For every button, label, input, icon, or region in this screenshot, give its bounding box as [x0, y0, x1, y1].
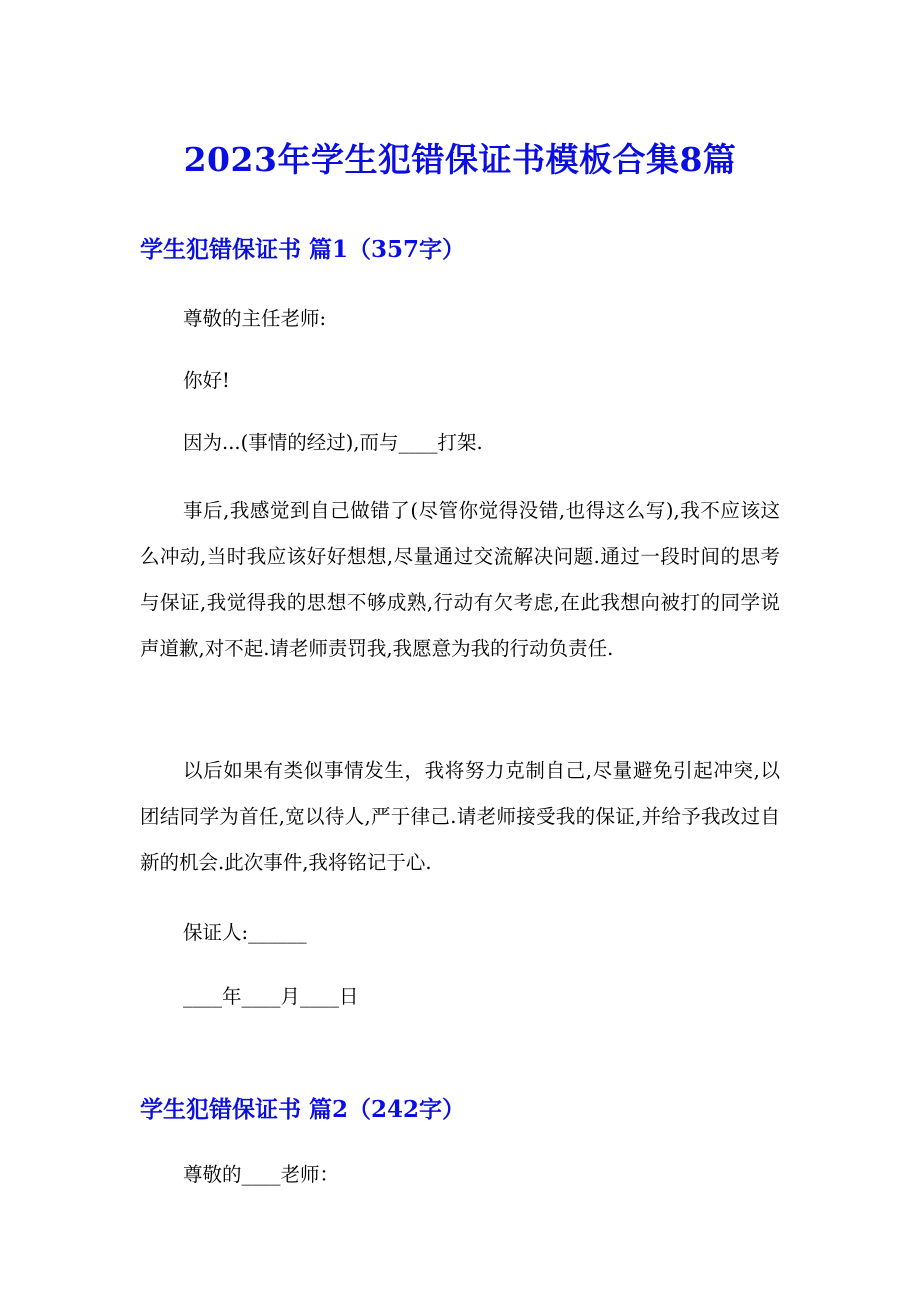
greeting: 你好!: [183, 369, 230, 392]
section-heading-2: 学生犯错保证书 篇2（242字）: [140, 1096, 466, 1123]
reason-line: 因为...(事情的经过),而与____打架.: [183, 431, 483, 454]
salutation-2: 尊敬的____老师：: [183, 1163, 340, 1186]
body-paragraph-2: 以后如果有类似事情发生，我将努力克制自己,尽量避免引起冲突,以团结同学为首任,宽以待人,严于律己.请老师接受我的保证,并给予我改过自新的机会.此次事件,我将铭记于心.: [140, 759, 780, 874]
guarantor-line: 保证人:______: [183, 921, 307, 944]
section-heading-1: 学生犯错保证书 篇1（357字）: [140, 236, 466, 263]
salutation-1: 尊敬的主任老师:: [183, 307, 327, 330]
document-title: 2023年学生犯错保证书模板合集8篇: [183, 140, 737, 179]
body-paragraph-1: 事后,我感觉到自己做错了(尽管你觉得没错,也得这么写),我不应该这么冲动,当时我应该好好想想,尽量通过交流解决问题.通过一段时间的思考与保证,我觉得我的思想不够成熟,行动有欠考虑,在此我想向被打的同学说声道歉,对不起.请老师责罚我,我愿意为我的行动负责任.: [140, 499, 780, 660]
date-line: ____年____月____日: [183, 985, 359, 1008]
